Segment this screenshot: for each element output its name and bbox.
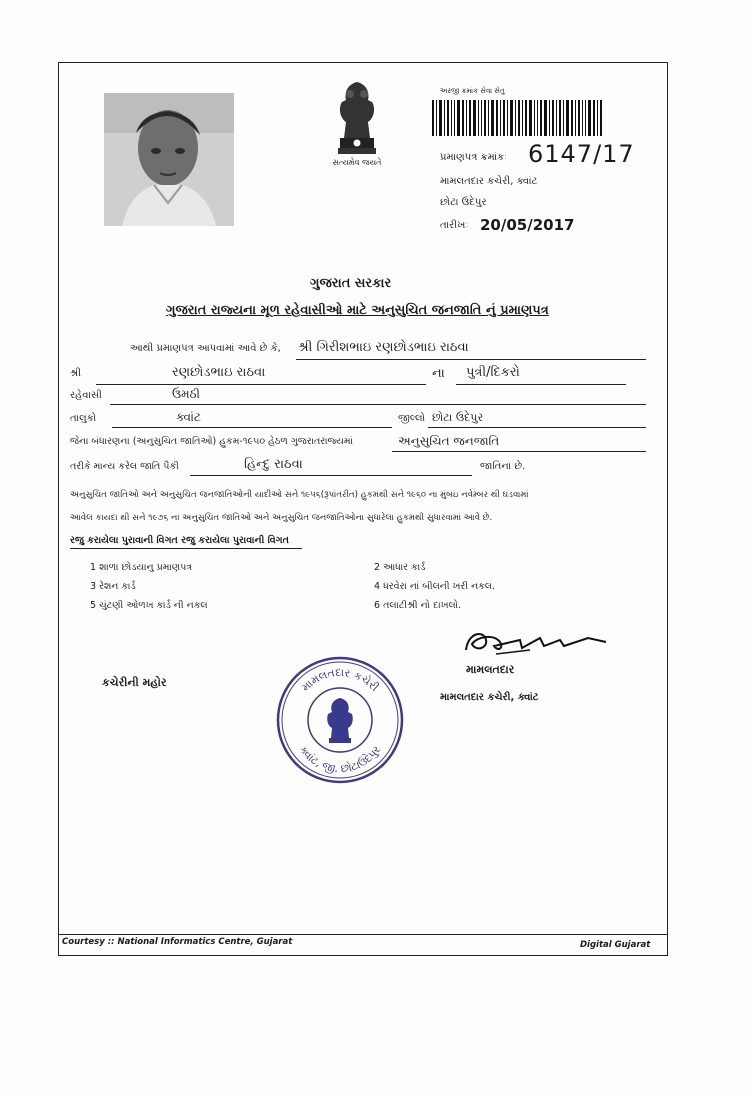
doc-item: 2 આધાર કાર્ડ xyxy=(374,562,426,573)
district-label: જીલ્લો xyxy=(398,413,426,424)
father-name: રણછોડભાઇ રાઠવા xyxy=(172,365,266,380)
father-name-line xyxy=(96,384,426,385)
issuer-line1: મામલતદાર કચેરી, ક્વાંટ xyxy=(440,176,538,187)
govt-heading: ગુજરાત સરકાર xyxy=(310,276,392,291)
caste-line xyxy=(190,475,472,476)
emblem-motto: સત્યમેવ જયતે xyxy=(332,158,382,167)
resident-label: રહેવાસી xyxy=(70,390,102,401)
village: ઉમઠી xyxy=(172,387,200,401)
mamlatdar-label: મામલતદાર xyxy=(466,663,515,676)
seal-top-text: મામલતદાર કચેરી xyxy=(298,665,382,694)
applicant-photo xyxy=(104,93,234,226)
relation-line xyxy=(456,384,626,385)
legal-para-line2: આવેલ કાયદા થી સને ૧૯૭૬ ના અનુસુચિત જાતિઓ અને અનુસુચિત જનજાતિઓના સુધારેલા હુકમથી સુધારવામાં આવે છે. xyxy=(70,513,493,523)
legal-para-line1: અનુસુચિત જાતિઓ અને અનુસુચિત જનજાતિઓની યાદીઓ સને ૧૯૫૬(રૂપાંતરીત) હુકમથી સને ૧૯૬૦ ના મુંબઇ નવેમ્બર થી ઘડવામાં xyxy=(70,490,529,500)
caste-suffix: જાતિના છે. xyxy=(480,461,526,472)
caste: હિન્દુ રાઠવા xyxy=(244,457,303,472)
relation: પુત્રી/દિકરો xyxy=(466,365,520,380)
docs-heading-underline xyxy=(70,548,302,549)
taluka-label: તાલુકો xyxy=(70,413,97,424)
intro-text: આથી પ્રમાણપત્ર આપવામાં આવે છે કે, xyxy=(130,343,281,354)
barcode-label: અરજી ક્રમાંક સેવા સેતુ xyxy=(440,87,505,95)
doc-item: 1 શાળા છોડયાનુ પ્રમાણપત્ર xyxy=(90,562,193,573)
taluka: ક્વાંટ xyxy=(176,410,201,424)
applicant-name: શ્રી ગિરીશભાઇ રણછોડભાઇ રાઠવા xyxy=(298,340,469,355)
doc-item: 3 રેશન કાર્ડ xyxy=(90,581,136,592)
shri-label: શ્રી xyxy=(70,368,82,379)
order-text: જેના બંધારણના (અનુસુચિત જાતિઓ) હુકમ-૧૯૫૦ હેઠળ ગુજરાતરાજ્યમાં xyxy=(70,436,353,447)
recognized-text: તરીકે માન્ય કરેલ જાતિ પૈકી xyxy=(70,461,179,472)
footer-brand: Digital Gujarat xyxy=(580,940,651,950)
certificate-no-label: પ્રમાણપત્ર ક્રમાંકઃ xyxy=(440,152,508,163)
village-line xyxy=(110,404,646,405)
certificate-title: ગુજરાત રાજ્યના મૂળ રહેવાસીઓ માટે અનુસુચિત જનજાતિ નું પ્રમાણપત્ર xyxy=(166,303,549,318)
svg-text:ક્વાંટ, જી. છોટાઉદેપુર xyxy=(297,743,384,775)
applicant-name-line xyxy=(296,359,646,360)
district: છોટા ઉદેપુર xyxy=(432,411,484,424)
certificate-no: 6147/17 xyxy=(528,140,635,168)
seal-bottom-text: ક્વાંટ, જી. છોટાઉદેપુર xyxy=(296,743,384,776)
issue-date: 20/05/2017 xyxy=(480,216,575,234)
issuer-line2: છોટા ઉદેપુર xyxy=(440,197,487,208)
category: અનુસુચિત જનજાતિ xyxy=(398,434,500,448)
ashoka-emblem xyxy=(328,78,386,170)
doc-item: 5 ચુંટણી ઓળખ કાર્ડ ની નકલ xyxy=(90,600,208,611)
district-line xyxy=(428,427,646,428)
footer-credit: Courtesy :: National Informatics Centre, Gujarat xyxy=(62,937,293,947)
doc-item: 4 ધરવેરા નાં બીલની ખરી નકલ. xyxy=(374,581,496,592)
mamlatdar-signature xyxy=(460,626,610,662)
na-label: ના xyxy=(432,366,445,381)
office-seal-label: કચેરીની મહોર xyxy=(102,676,167,689)
category-line xyxy=(392,451,646,452)
office-round-stamp xyxy=(274,654,406,786)
footer-rule xyxy=(58,934,668,935)
date-label: તારીખઃ xyxy=(440,220,469,231)
taluka-line xyxy=(112,427,392,428)
doc-item: 6 તલાટીશ્રી નો દાખલો. xyxy=(374,600,462,611)
mamlatdar-office: મામલતદાર કચેરી, ક્વાંટ xyxy=(440,692,539,703)
docs-heading: રજુ કરાયેલા પુરાવાની વિગત રજુ કરાયેલા પુરાવાની વિગત xyxy=(70,535,289,546)
application-barcode xyxy=(432,100,628,136)
